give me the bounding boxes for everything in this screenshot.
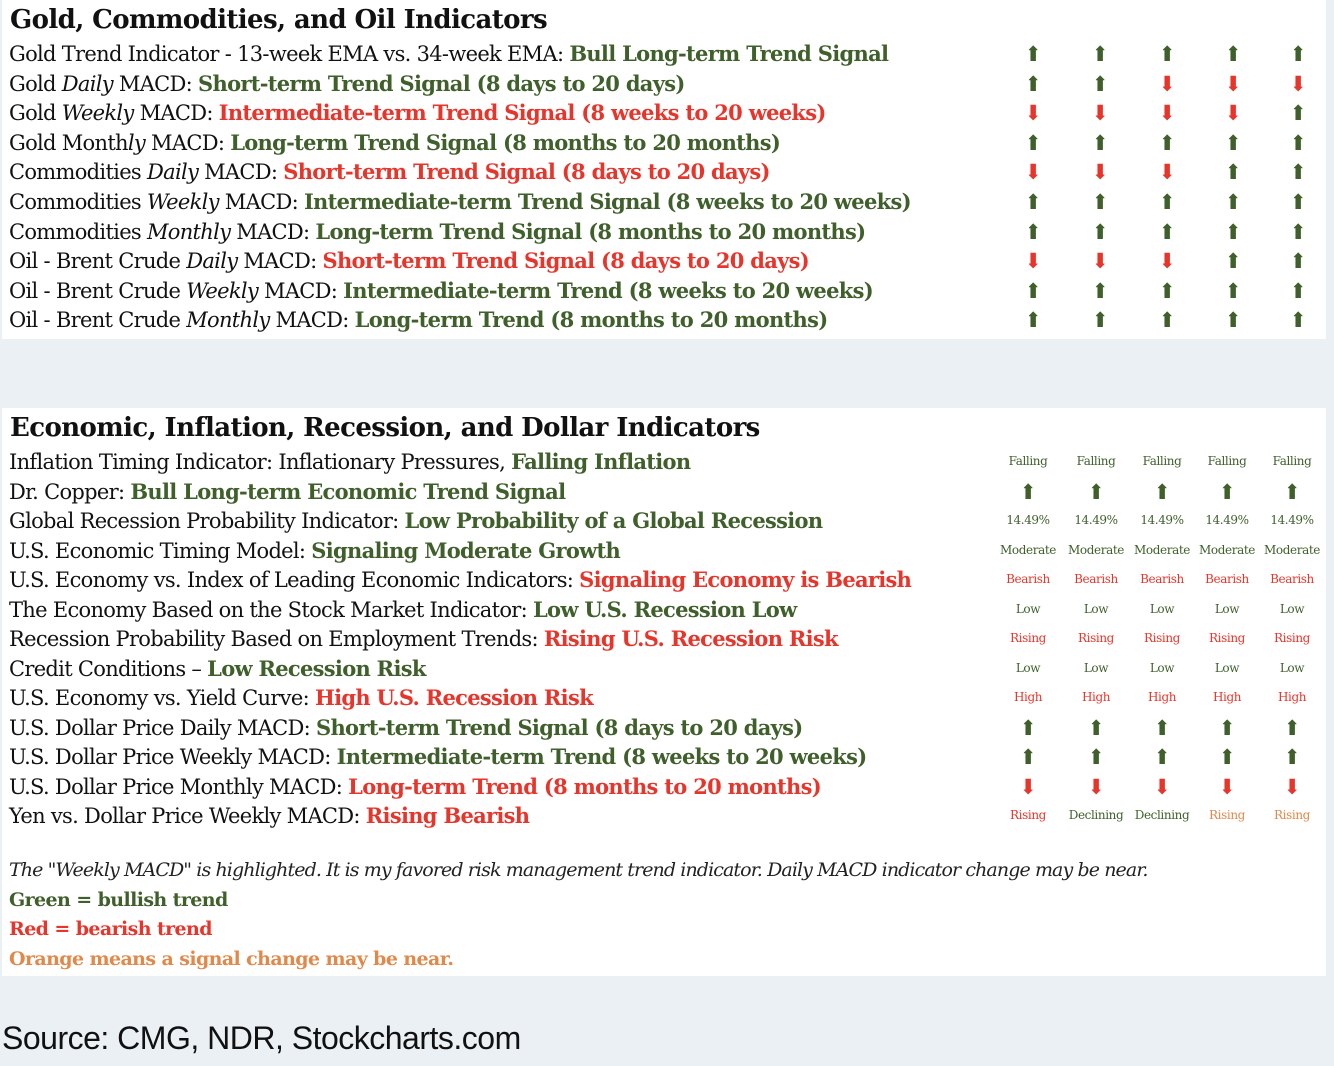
arrow-up-icon: ⬆: [1283, 714, 1301, 740]
indicator-name-text: Gold: [9, 101, 62, 126]
signal-cell: Moderate: [1068, 542, 1124, 557]
arrow-up-icon: ⬆: [1289, 218, 1307, 244]
signal-cell: Low: [1149, 660, 1175, 675]
gold-indicator-row: [2, 128, 1326, 157]
indicator-label: [9, 595, 797, 625]
arrow-up-icon: ⬆: [1224, 248, 1242, 274]
signal-cell: Rising: [1274, 808, 1310, 822]
signal-text: Short-term Trend Signal (8 days to 20 days): [322, 248, 810, 274]
signal-cell: Rising: [1209, 631, 1245, 645]
signal-cell: Rising: [1010, 808, 1046, 822]
arrow-up-icon: ⬆: [1218, 744, 1236, 769]
signal-cell: Rising: [1010, 631, 1046, 645]
signal-cell: 14.49%: [1270, 513, 1314, 527]
indicator-name-text: Monthly: [186, 308, 270, 333]
arrow-down-icon: ⬇: [1289, 70, 1307, 96]
arrow-up-icon: ⬆: [1158, 129, 1176, 155]
gold-indicator-row: [2, 187, 1326, 216]
indicator-name-text: Yen vs. Dollar Price Weekly MACD:: [9, 804, 366, 828]
arrow-down-icon: ⬇: [1224, 70, 1242, 96]
indicator-name-text: U.S. Dollar Price Weekly MACD:: [9, 745, 337, 769]
indicator-name-text: U.S. Dollar Price Monthly MACD:: [9, 774, 349, 799]
arrow-down-icon: ⬇: [1091, 159, 1109, 185]
economic-indicator-row: [2, 447, 1326, 476]
signal-cell: Falling: [1142, 454, 1182, 468]
indicator-name-text: MACD:: [237, 249, 323, 274]
signal-text: Rising Bearish: [365, 803, 530, 828]
arrow-up-icon: ⬆: [1091, 70, 1109, 96]
economic-indicator-row: [2, 477, 1326, 506]
arrow-up-icon: ⬆: [1224, 159, 1242, 185]
indicator-label: [9, 447, 690, 477]
arrow-up-icon: ⬆: [1158, 41, 1176, 66]
arrow-up-icon: ⬆: [1019, 714, 1037, 740]
signal-text: Signaling Economy is Bearish: [579, 567, 912, 592]
gold-indicator-row: [2, 246, 1326, 275]
signal-text: Intermediate-term Trend Signal (8 weeks to 20 weeks): [218, 100, 826, 126]
signal-text: Short-term Trend Signal (8 days to 20 days): [198, 70, 685, 96]
economic-section-title: Economic, Inflation, Recession, and Dollar Indicators: [10, 413, 760, 443]
indicator-label: [9, 305, 827, 335]
signal-cell: Low: [1279, 660, 1305, 675]
indicator-name-text: Daily: [186, 249, 238, 274]
arrow-up-icon: ⬆: [1289, 189, 1307, 214]
arrow-down-icon: ⬇: [1087, 773, 1105, 799]
gold-indicator-row: [2, 305, 1326, 334]
arrow-up-icon: ⬆: [1289, 248, 1307, 274]
arrow-up-icon: ⬆: [1283, 744, 1301, 769]
gold-indicator-row: [2, 276, 1326, 305]
gold-section-title: Gold, Commodities, and Oil Indicators: [10, 5, 548, 35]
signal-cell: Falling: [1272, 454, 1312, 468]
indicator-label: [9, 217, 865, 247]
indicator-name-text: Weekly: [61, 101, 134, 126]
indicator-name-text: Gold Month: [9, 130, 128, 155]
signal-text: Low U.S. Recession Low: [532, 596, 797, 622]
indicator-name-text: MACD:: [198, 160, 284, 185]
economic-indicator-row: [2, 742, 1326, 771]
arrow-up-icon: ⬆: [1153, 714, 1171, 740]
indicator-label: [9, 683, 593, 713]
arrow-up-icon: ⬆: [1218, 478, 1236, 504]
signal-text: Low Probability of a Global Recession: [404, 508, 823, 533]
arrow-up-icon: ⬆: [1158, 218, 1176, 244]
arrow-up-icon: ⬆: [1289, 100, 1307, 126]
arrow-down-icon: ⬇: [1158, 70, 1176, 96]
indicator-name-text: Gold: [9, 71, 62, 96]
signal-text: Short-term Trend Signal (8 days to 20 days): [283, 159, 770, 185]
arrow-up-icon: ⬆: [1224, 41, 1242, 66]
signal-cell: Rising: [1078, 631, 1114, 645]
arrow-up-icon: ⬆: [1158, 307, 1176, 333]
indicator-name-text: MACD:: [230, 219, 316, 244]
indicator-name-text: Recession Probability Based on Employment Trends:: [9, 627, 544, 651]
signal-text: Intermediate-term Trend Signal (8 weeks to 20 weeks): [303, 189, 911, 214]
arrow-down-icon: ⬇: [1283, 773, 1301, 799]
legend-red: Red = bearish trend: [9, 918, 212, 940]
signal-cell: Declining: [1068, 808, 1124, 822]
arrow-down-icon: ⬇: [1158, 100, 1176, 126]
signal-cell: Falling: [1207, 454, 1247, 468]
signal-cell: Bearish: [1074, 572, 1118, 586]
indicator-label: [9, 801, 529, 831]
indicator-label: [9, 772, 821, 802]
indicator-name-text: Inflation Timing Indicator: Inflationary Pressures,: [9, 450, 512, 474]
signal-cell: Moderate: [1264, 542, 1320, 557]
indicator-name-text: U.S. Economic Timing Model:: [9, 538, 312, 563]
signal-text: Long-term Trend (8 months to 20 months): [348, 773, 821, 799]
indicator-label: [9, 187, 911, 217]
arrow-down-icon: ⬇: [1218, 773, 1236, 799]
economic-indicators-panel: [2, 408, 1326, 976]
arrow-down-icon: ⬇: [1024, 159, 1042, 185]
signal-cell: Rising: [1144, 631, 1180, 645]
gold-indicator-row: [2, 39, 1326, 68]
indicator-name-text: MACD:: [133, 101, 219, 126]
indicator-name-text: Weekly: [186, 278, 259, 303]
indicator-label: [9, 39, 888, 69]
legend-green: Green = bullish trend: [9, 889, 228, 911]
arrow-up-icon: ⬆: [1224, 277, 1242, 303]
signal-cell: Low: [1214, 601, 1240, 616]
gold-indicator-row: [2, 217, 1326, 246]
economic-indicator-row: [2, 683, 1326, 712]
signal-text: Intermediate-term Trend (8 weeks to 20 weeks): [343, 277, 873, 303]
indicator-label: [9, 276, 873, 306]
arrow-up-icon: ⬆: [1153, 744, 1171, 769]
economic-indicator-row: [2, 595, 1326, 624]
arrow-up-icon: ⬆: [1224, 189, 1242, 214]
indicator-name-text: Commodities: [9, 190, 147, 214]
arrow-up-icon: ⬆: [1024, 277, 1042, 303]
arrow-down-icon: ⬇: [1091, 248, 1109, 274]
economic-indicator-row: [2, 624, 1326, 653]
signal-text: Low Recession Risk: [207, 655, 426, 681]
arrow-up-icon: ⬆: [1091, 277, 1109, 303]
indicator-name-text: Commodities: [9, 219, 147, 244]
economic-indicator-row: [2, 772, 1326, 801]
arrow-down-icon: ⬇: [1091, 100, 1109, 126]
economic-indicator-row: [2, 654, 1326, 683]
arrow-up-icon: ⬆: [1024, 129, 1042, 155]
indicator-name-text: Global Recession Probability Indicator:: [9, 509, 405, 533]
indicator-name-text: Oil - Brent Crude: [9, 249, 187, 274]
legend-orange: Orange means a signal change may be near.: [9, 948, 454, 970]
gold-indicator-row: [2, 69, 1326, 98]
signal-cell: Bearish: [1205, 572, 1249, 586]
signal-cell: Low: [1083, 601, 1109, 616]
signal-text: Long-term Trend Signal (8 months to 20 months): [230, 129, 781, 155]
signal-cell: Moderate: [1134, 542, 1190, 557]
signal-cell: Falling: [1008, 454, 1048, 468]
arrow-up-icon: ⬆: [1158, 277, 1176, 303]
arrow-up-icon: ⬆: [1289, 307, 1307, 333]
arrow-up-icon: ⬆: [1289, 159, 1307, 185]
arrow-up-icon: ⬆: [1224, 307, 1242, 333]
signal-cell: Bearish: [1140, 572, 1184, 586]
indicator-label: [9, 565, 911, 595]
signal-cell: High: [1081, 690, 1111, 704]
indicator-label: [9, 128, 780, 158]
arrow-up-icon: ⬆: [1019, 744, 1037, 769]
signal-cell: Moderate: [1199, 542, 1255, 557]
economic-indicator-row: [2, 801, 1326, 830]
signal-text: Signaling Moderate Growth: [311, 537, 621, 563]
signal-cell: High: [1147, 690, 1177, 704]
signal-cell: Moderate: [1000, 542, 1056, 557]
arrow-down-icon: ⬇: [1019, 773, 1037, 799]
indicator-label: [9, 506, 822, 536]
gold-indicator-row: [2, 157, 1326, 186]
indicator-label: [9, 713, 803, 743]
arrow-down-icon: ⬇: [1158, 248, 1176, 274]
economic-indicator-row: [2, 506, 1326, 535]
indicator-label: [9, 98, 826, 128]
signal-text: Intermediate-term Trend (8 weeks to 20 weeks): [336, 744, 867, 769]
arrow-up-icon: ⬆: [1087, 744, 1105, 769]
indicator-name-text: MACD:: [258, 278, 344, 303]
arrow-down-icon: ⬇: [1224, 100, 1242, 126]
indicator-name-text: Dr. Copper:: [9, 479, 131, 504]
arrow-up-icon: ⬆: [1091, 189, 1109, 214]
signal-cell: Falling: [1076, 454, 1116, 468]
indicator-name-text: Gold Trend Indicator - 13-week EMA vs. 34-week EMA:: [9, 42, 570, 66]
indicator-label: [9, 742, 866, 772]
indicator-name-text: Commodities: [9, 160, 147, 185]
arrow-up-icon: ⬆: [1283, 478, 1301, 504]
indicator-name-text: MACD:: [112, 71, 199, 96]
economic-indicator-row: [2, 713, 1326, 742]
arrow-up-icon: ⬆: [1224, 218, 1242, 244]
signal-cell: Low: [1015, 601, 1041, 616]
indicator-label: [9, 477, 565, 507]
signal-text: Rising U.S. Recession Risk: [543, 626, 838, 651]
signal-text: Long-term Trend Signal (8 months to 20 months): [315, 218, 866, 244]
indicator-name-text: The Economy Based on the Stock Market Indicator:: [9, 597, 533, 622]
signal-text: Bull Long-term Economic Trend Signal: [130, 478, 566, 504]
indicator-label: [9, 69, 685, 99]
arrow-up-icon: ⬆: [1087, 478, 1105, 504]
arrow-up-icon: ⬆: [1024, 189, 1042, 214]
indicator-name-text: Oil - Brent Crude: [9, 278, 187, 303]
arrow-up-icon: ⬆: [1158, 189, 1176, 214]
signal-cell: High: [1013, 690, 1043, 704]
arrow-up-icon: ⬆: [1024, 41, 1042, 66]
signal-cell: Low: [1279, 601, 1305, 616]
signal-cell: Rising: [1274, 631, 1310, 645]
arrow-up-icon: ⬆: [1224, 129, 1242, 155]
arrow-up-icon: ⬆: [1091, 129, 1109, 155]
indicator-name-text: Credit Conditions –: [9, 656, 208, 681]
arrow-down-icon: ⬇: [1153, 773, 1171, 799]
gold-indicator-row: [2, 98, 1326, 127]
indicator-label: [9, 624, 838, 654]
signal-cell: 14.49%: [1140, 513, 1184, 527]
signal-cell: Low: [1015, 660, 1041, 675]
weekly-macd-note: The "Weekly MACD" is highlighted. It is my favored risk management trend indicator. Daily MACD indicator change may be near.: [9, 859, 1148, 881]
signal-text: Short-term Trend Signal (8 days to 20 days): [315, 714, 803, 740]
arrow-up-icon: ⬆: [1019, 478, 1037, 504]
signal-cell: 14.49%: [1205, 513, 1249, 527]
signal-cell: Bearish: [1270, 572, 1314, 586]
arrow-up-icon: ⬆: [1289, 129, 1307, 155]
indicator-name-text: MACD:: [218, 190, 304, 214]
signal-cell: High: [1277, 690, 1307, 704]
signal-cell: Bearish: [1006, 572, 1050, 586]
arrow-down-icon: ⬇: [1158, 159, 1176, 185]
signal-cell: 14.49%: [1006, 513, 1050, 527]
economic-indicator-row: [2, 565, 1326, 594]
signal-text: High U.S. Recession Risk: [314, 685, 593, 710]
gold-commodities-oil-panel: [2, 0, 1326, 339]
indicator-name-text: Oil - Brent Crude: [9, 308, 187, 333]
signal-text: Bull Long-term Trend Signal: [569, 41, 889, 66]
indicator-name-text: MACD:: [269, 308, 355, 333]
arrow-up-icon: ⬆: [1087, 714, 1105, 740]
indicator-name-text: ly: [127, 130, 146, 155]
indicator-label: [9, 157, 770, 187]
arrow-up-icon: ⬆: [1289, 277, 1307, 303]
indicator-name-text: Weekly: [146, 190, 219, 214]
indicator-name-text: U.S. Economy vs. Yield Curve:: [9, 686, 315, 710]
arrow-up-icon: ⬆: [1091, 307, 1109, 333]
arrow-down-icon: ⬇: [1024, 248, 1042, 274]
signal-cell: Low: [1083, 660, 1109, 675]
indicator-name-text: U.S. Economy vs. Index of Leading Economic Indicators:: [9, 568, 580, 592]
economic-indicator-row: [2, 536, 1326, 565]
signal-cell: Low: [1149, 601, 1175, 616]
arrow-up-icon: ⬆: [1024, 70, 1042, 96]
indicator-label: [9, 654, 426, 684]
signal-cell: Declining: [1134, 808, 1190, 822]
arrow-up-icon: ⬆: [1289, 41, 1307, 66]
signal-text: Long-term Trend (8 months to 20 months): [354, 307, 828, 333]
arrow-up-icon: ⬆: [1091, 218, 1109, 244]
indicator-label: [9, 246, 809, 276]
arrow-up-icon: ⬆: [1024, 307, 1042, 333]
arrow-up-icon: ⬆: [1153, 478, 1171, 504]
indicator-name-text: MACD:: [145, 130, 231, 155]
indicator-name-text: Daily: [61, 71, 113, 96]
signal-cell: 14.49%: [1074, 513, 1118, 527]
signal-cell: High: [1212, 690, 1242, 704]
indicator-label: [9, 536, 620, 566]
arrow-up-icon: ⬆: [1218, 714, 1236, 740]
source-caption: Source: CMG, NDR, Stockcharts.com: [2, 1020, 521, 1056]
signal-text: Falling Inflation: [511, 449, 691, 474]
indicator-name-text: Monthly: [146, 219, 231, 244]
arrow-up-icon: ⬆: [1024, 218, 1042, 244]
indicator-name-text: Daily: [146, 160, 199, 185]
arrow-down-icon: ⬇: [1024, 100, 1042, 126]
signal-cell: Low: [1214, 660, 1240, 675]
signal-cell: Rising: [1209, 808, 1245, 822]
indicator-name-text: U.S. Dollar Price Daily MACD:: [9, 715, 316, 740]
arrow-up-icon: ⬆: [1091, 41, 1109, 66]
